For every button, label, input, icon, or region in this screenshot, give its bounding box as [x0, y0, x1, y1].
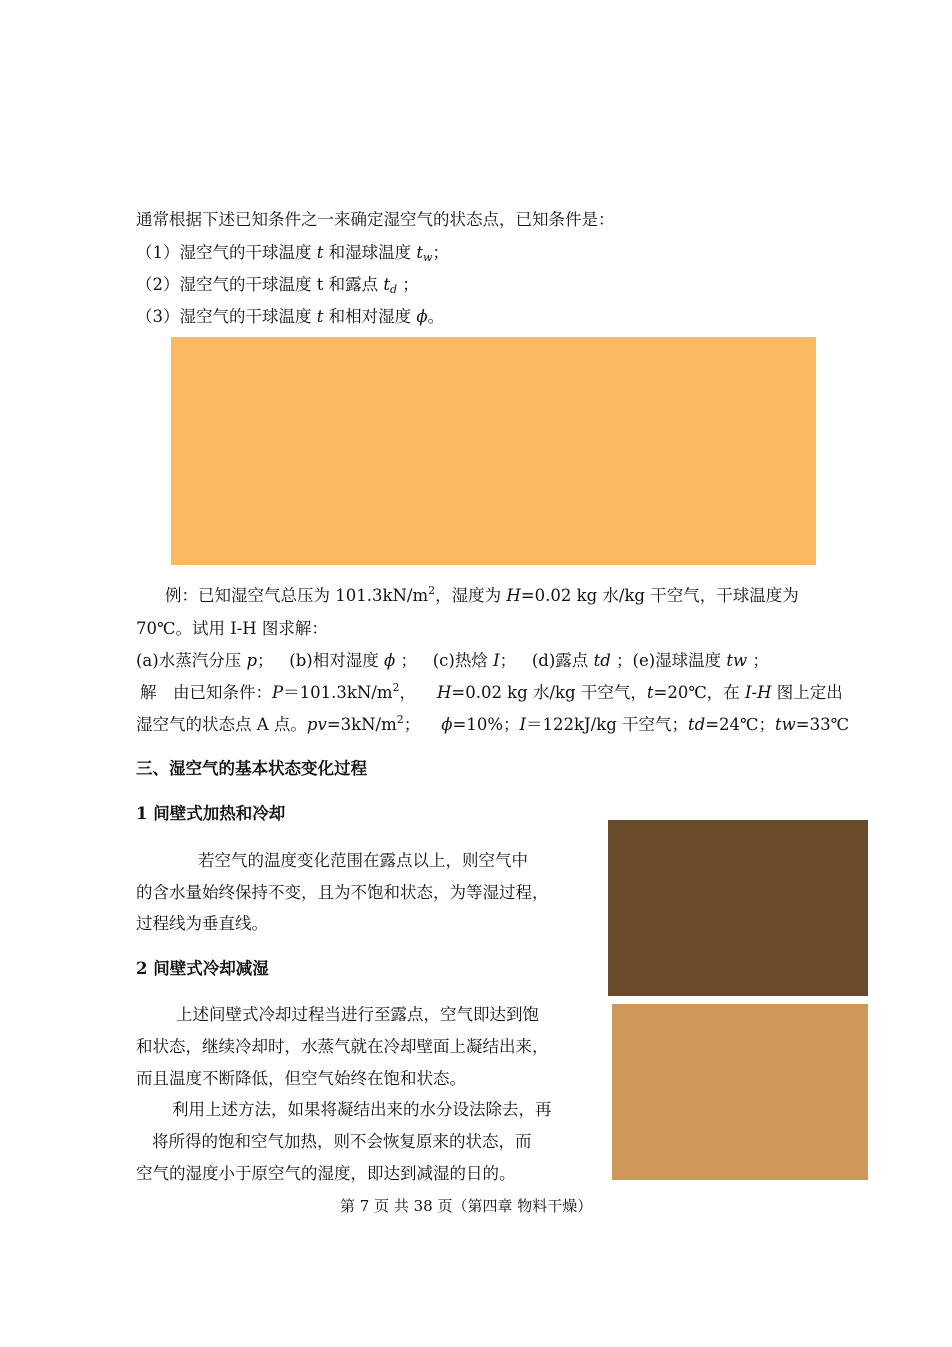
subsection-1-line-2: 的含水量始终保持不变，且为不饱和状态，为等湿过程，: [136, 883, 549, 902]
subsection-1-line-1: 若空气的温度变化范围在露点以上，则空气中: [198, 851, 528, 870]
subsection-2-line-4: 利用上述方法，如果将凝结出来的水分设法除去，再: [172, 1100, 552, 1119]
intro-text: 通常根据下述已知条件之一来确定湿空气的状态点，已知条件是：: [136, 210, 615, 229]
subsection-2-line-5: 将所得的饱和空气加热，则不会恢复原来的状态，而: [152, 1132, 532, 1151]
process-figure-cooling-dehumidify: [612, 1004, 868, 1180]
ih-chart-figure: [171, 337, 816, 565]
subsection-2-line-3: 而且温度不断降低，但空气始终在饱和状态。: [136, 1069, 466, 1088]
subsection-2-line-1: 上述间壁式冷却过程当进行至露点，空气即达到饱: [176, 1005, 539, 1024]
subsection-2-line-6: 空气的湿度小于原空气的湿度，即达到减湿的日的。: [136, 1164, 516, 1183]
subsection-1-line-3: 过程线为垂直线。: [136, 914, 268, 933]
process-figure-heating-cooling: [608, 820, 868, 996]
subsection-2-title: 2 间壁式冷却减湿: [136, 959, 269, 978]
page-footer: 第 7 页 共 38 页（第四章 物料干燥）: [340, 1197, 593, 1215]
condition-3: （3）湿空气的干球温度 t 和相对湿度 ϕ。: [136, 307, 445, 326]
subsection-2-line-2: 和状态，继续冷却时，水蒸气就在冷却壁面上凝结出来，: [136, 1037, 549, 1056]
example-line-2: 70℃。试用 I-H 图求解：: [136, 619, 328, 638]
solution-line-1: 解 由已知条件：$P=101.3kN/m^2$， H=0.02 kg 水/kg 干空气，t=20℃，在 I-H 图上定出: [140, 681, 843, 702]
condition-2: （2）湿空气的干球温度 t 和露点 $t_d$ ；: [136, 275, 419, 296]
solution-line-2: 湿空气的状态点 A 点。$pv=3kN/m^2$； ϕ=10%；I＝122kJ/kg 干空气；td=24℃；tw=33℃: [136, 713, 850, 734]
section-3-title: 三、湿空气的基本状态变化过程: [136, 759, 367, 778]
example-questions: (a)水蒸汽分压 p； (b)相对湿度 ϕ ； (c)热焓 I； (d)露点 td ；(e)湿球温度 tw ；: [136, 651, 769, 670]
condition-1: （1）湿空气的干球温度 t 和湿球温度 $t_w$；: [136, 243, 449, 264]
example-line-1: 例：已知湿空气总压为 $101.3kN/m^2$，湿度为 H=0.02 kg 水/kg 干空气，干球温度为: [165, 584, 799, 605]
subsection-1-title: 1 间壁式加热和冷却: [136, 804, 286, 823]
